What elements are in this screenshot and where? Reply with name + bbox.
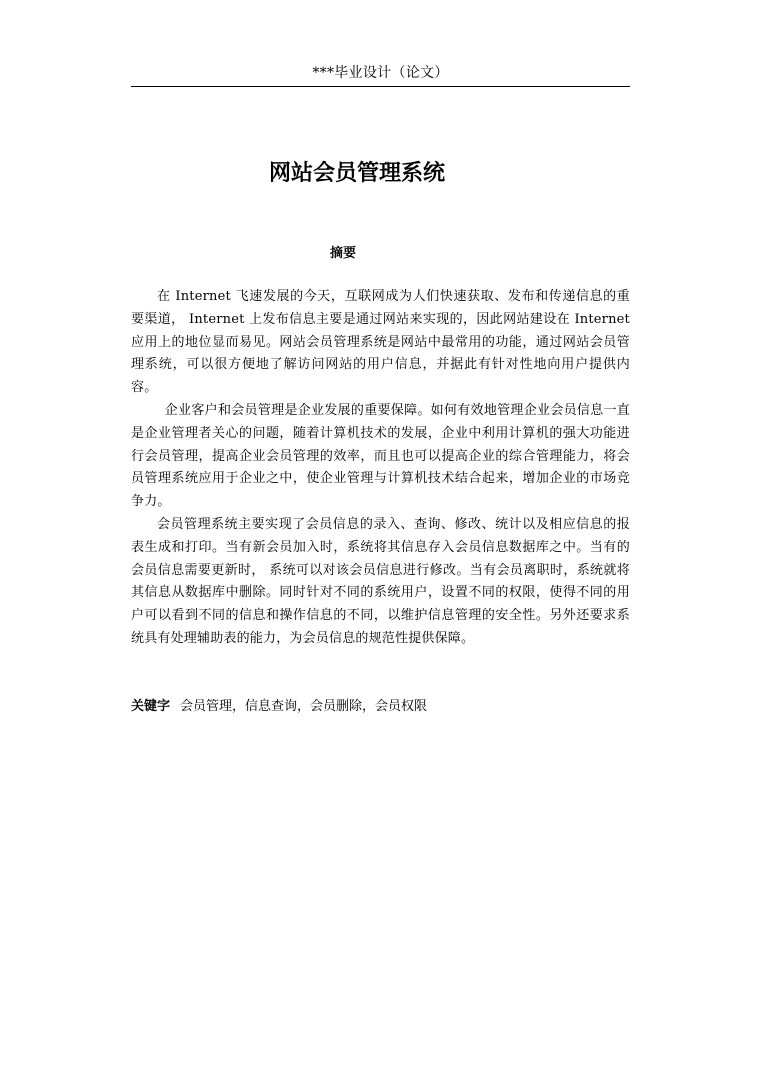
keywords-label: 关键字: [131, 699, 171, 714]
keywords-line: [131, 696, 630, 718]
abstract-heading: 摘要: [329, 246, 356, 261]
abstract-paragraph-1: 在 Internet 飞速发展的今天，互联网成为人们快速获取、发布和传递信息的重要渠道， Internet 上发布信息主要是通过网站来实现的，因此网站建设在 Internet 应用上的地位显而易见。网站会员管理系统是网站中最常用的功能，通过网站会员管理系统，可以很方便地了解访问网站的用户信息，并据此有针对性地向用户提供内容。: [131, 289, 630, 396]
header-divider: [131, 86, 630, 87]
abstract-paragraph-3: 会员管理系统主要实现了会员信息的录入、查询、修改、统计以及相应信息的报表生成和打印。当有新会员加入时，系统将其信息存入会员信息数据库之中。当有的会员信息需要更新时， 系统可以对该会员信息进行修改。当有会员离职时，系统就将其信息从数据库中删除。同时针对不同的系统用户，设置不同的权限，使得不同的用户可以看到不同的信息和操作信息的不同，以维护信息管理的安全性。另外还要求系统具有处理辅助表的能力，为会员信息的规范性提供保障。: [131, 516, 630, 646]
document-title: 网站会员管理系统: [268, 161, 445, 186]
abstract-paragraph-2: 企业客户和会员管理是企业发展的重要保障。如何有效地管理企业会员信息一直是企业管理者关心的问题，随着计算机技术的发展，企业中利用计算机的强大功能进行会员管理，提高企业会员管理的效率，而且也可以提高企业的综合管理能力，将会员管理系统应用于企业之中，使企业管理与计算机技术结合起来，增加企业的市场竞争力。: [131, 402, 630, 510]
abstract-body: [131, 286, 630, 651]
keywords-text: 会员管理，信息查询，会员删除，会员权限: [180, 699, 428, 714]
running-header: ***毕业设计（论文）: [312, 65, 449, 81]
